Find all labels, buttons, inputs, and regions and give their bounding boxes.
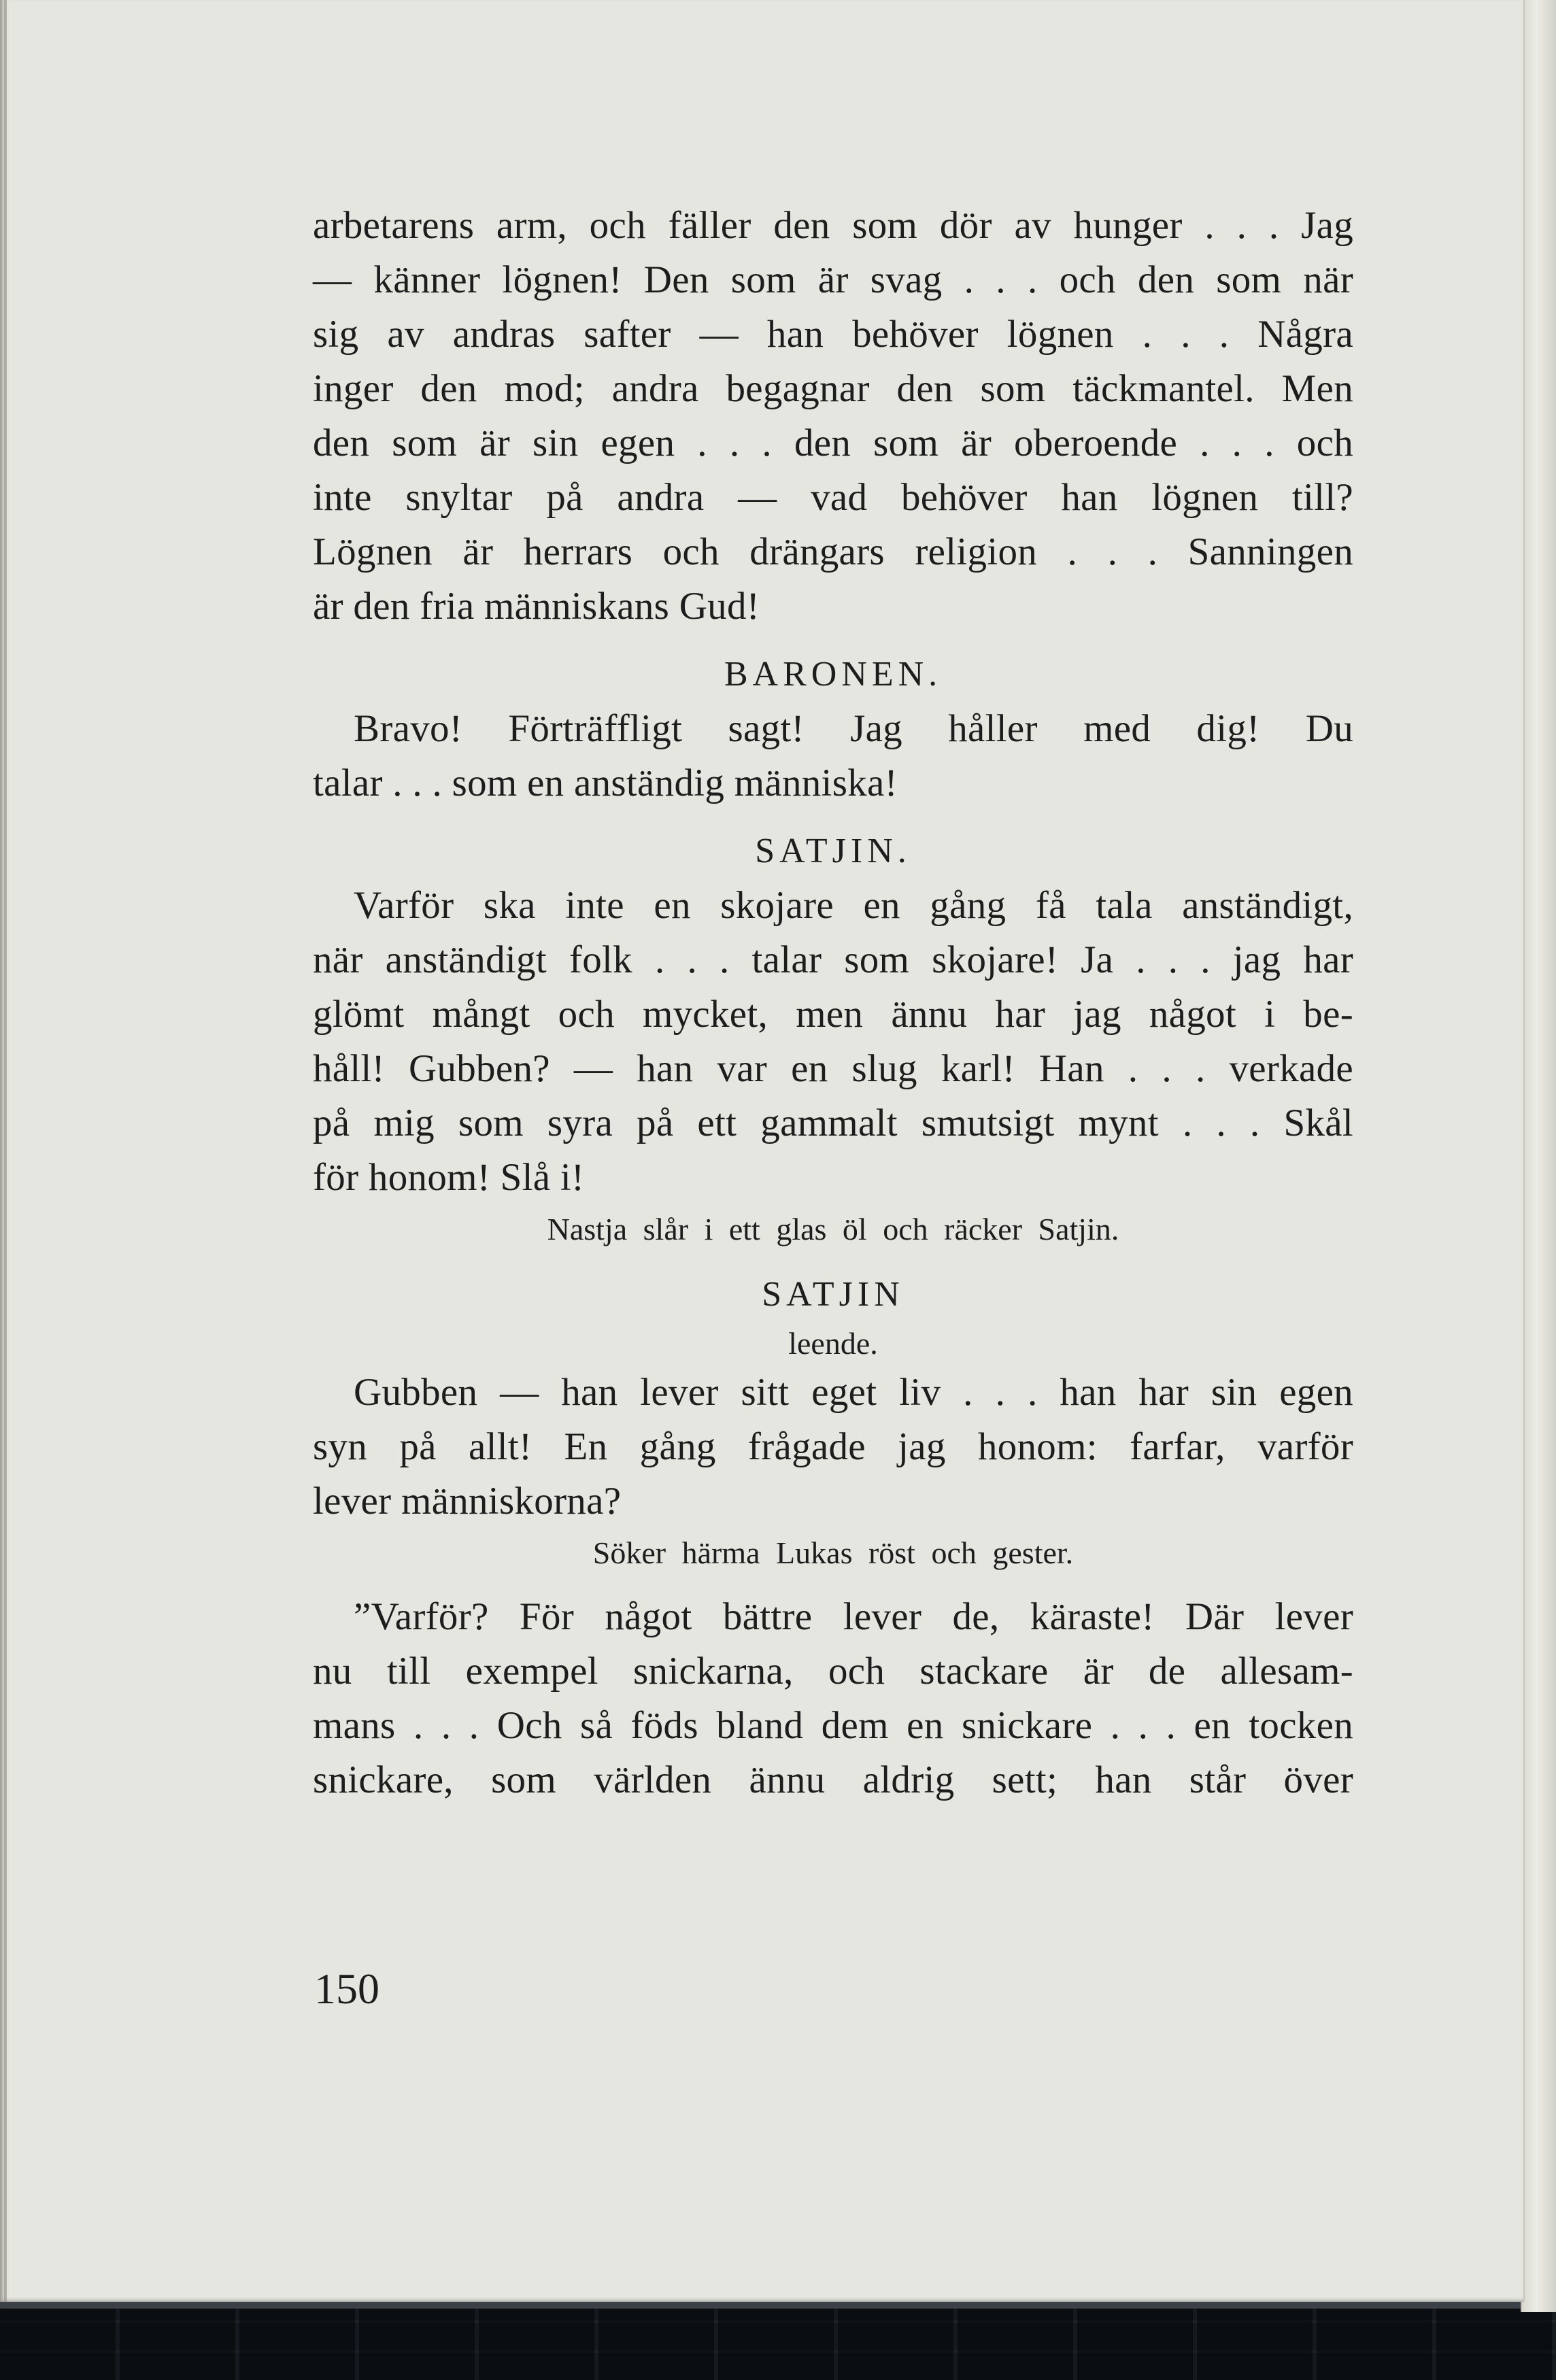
text-line: Lögnen är herrars och drängars religion . . . Sanningen xyxy=(313,530,1353,573)
speaker-manner: leende. xyxy=(788,1326,878,1361)
text-line: Gubben — han lever sitt eget liv . . . han har sin egen xyxy=(354,1371,1353,1414)
text-line: snickare, som världen ännu aldrig sett; han står över xyxy=(313,1758,1353,1801)
page-number: 150 xyxy=(314,1965,379,2013)
text-line: glömt mångt och mycket, men ännu har jag något i be- xyxy=(313,993,1353,1036)
body-text xyxy=(313,199,1353,1807)
text-line: lever människorna? xyxy=(313,1480,622,1523)
text-line: Varför ska inte en skojare en gång få tala anständigt, xyxy=(354,884,1353,927)
text-line: — känner lögnen! Den som är svag . . . och den som när xyxy=(313,258,1353,301)
text-line: syn på allt! En gång frågade jag honom: farfar, varför xyxy=(313,1425,1353,1468)
stage-direction: Söker härma Lukas röst och gester. xyxy=(592,1535,1074,1570)
stage-direction: Nastja slår i ett glas öl och räcker Satjin. xyxy=(547,1212,1119,1246)
page-edge xyxy=(1521,0,1556,2312)
speaker-name: SATJIN. xyxy=(755,832,911,870)
text-line: mans . . . Och så föds bland dem en snickare . . . en tocken xyxy=(313,1704,1353,1747)
text-line: när anständigt folk . . . talar som skojare! Ja . . . jag har xyxy=(313,938,1353,981)
text-line: arbetarens arm, och fäller den som dör av hunger . . . Jag xyxy=(313,204,1353,247)
text-line: inte snyltar på andra — vad behöver han lögnen till? xyxy=(313,476,1353,519)
text-line: sig av andras safter — han behöver lögnen . . . Några xyxy=(313,313,1353,356)
speaker-name: SATJIN xyxy=(762,1275,904,1314)
text-line: är den fria människans Gud! xyxy=(313,585,760,628)
text-line: inger den mod; andra begagnar den som täckmantel. Men xyxy=(313,367,1353,410)
speaker-name: BARONEN. xyxy=(724,655,943,694)
scanner-mat xyxy=(0,2309,1556,2380)
text-line: den som är sin egen . . . den som är oberoende . . . och xyxy=(313,422,1353,464)
text-line: Bravo! Förträffligt sagt! Jag håller med dig! Du xyxy=(354,707,1353,750)
text-line: talar . . . som en anständig människa! xyxy=(313,762,898,804)
text-line: nu till exempel snickarna, och stackare är de allesam- xyxy=(313,1650,1353,1693)
text-line: på mig som syra på ett gammalt smutsigt mynt . . . Skål xyxy=(313,1102,1353,1144)
text-line: ”Varför? För något bättre lever de, käraste! Där lever xyxy=(354,1595,1353,1638)
text-line: håll! Gubben? — han var en slug karl! Han . . . verkade xyxy=(313,1047,1353,1090)
text-line: för honom! Slå i! xyxy=(313,1156,585,1199)
